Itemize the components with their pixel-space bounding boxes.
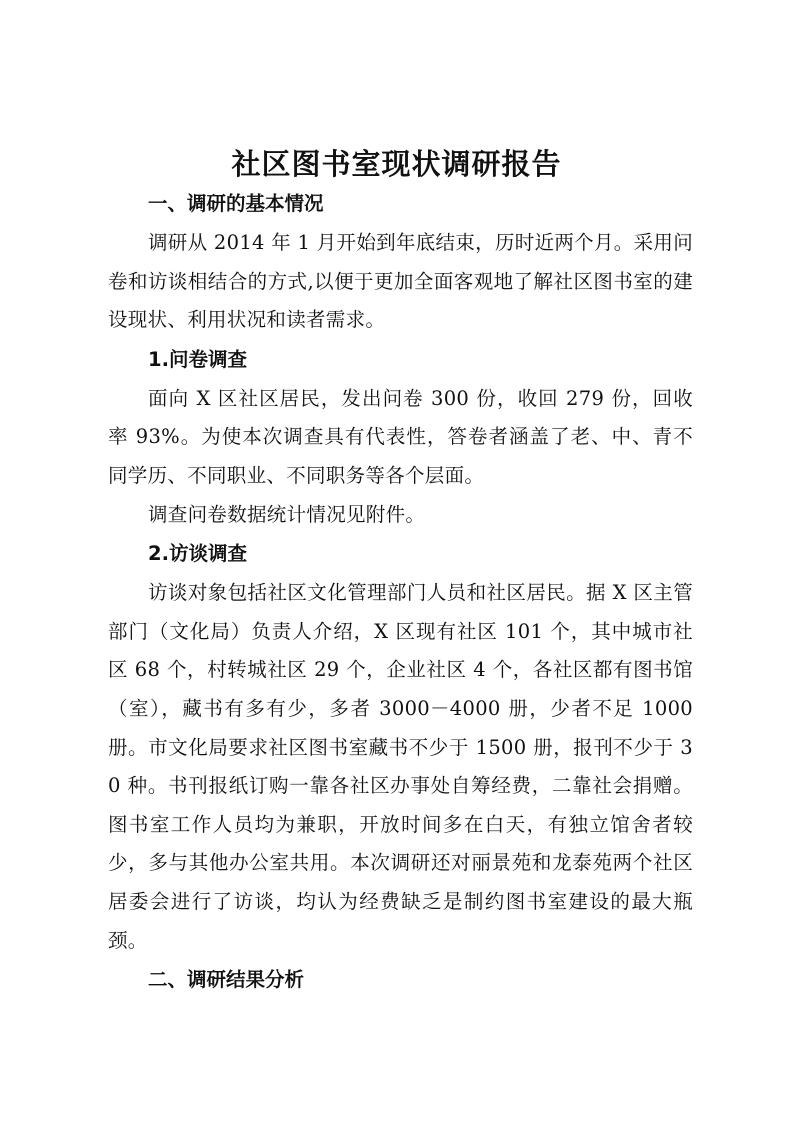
paragraph-interview: 访谈对象包括社区文化管理部门人员和社区居民。据 X 区主管部门（文化局）负责人介绍，X 区现有社区 101 个，其中城市社区 68 个，村转城社区 29 个，企业社区 4 个，各社区都有图书馆（室），藏书有多有少，多者 3000－4000 册，少者不足 1000 册。市文化局要求社区图书室藏书不少于 1500 册，报刊不少于 30 种。书刊报纸订购一靠各社区办事处自筹经费，二靠社会捐赠。图书室工作人员均为兼职，开放时间多在白天，有独立馆舍者较少，多与其他办公室共用。本次调研还对丽景苑和龙泰苑两个社区居委会进行了访谈，均认为经费缺乏是制约图书室建设的最大瓶颈。 bbox=[108, 581, 693, 952]
document-body bbox=[108, 184, 693, 1000]
section-heading-basic-info: 一、调研的基本情况 bbox=[148, 192, 324, 215]
subsection-heading-questionnaire: 1.问卷调查 bbox=[148, 347, 247, 371]
document-title: 社区图书室现状调研报告 bbox=[231, 147, 562, 181]
paragraph-intro: 调研从 2014 年 1 月开始到年底结束，历时近两个月。采用问卷和访谈相结合的方式,以便于更加全面客观地了解社区图书室的建设现状、利用状况和读者需求。 bbox=[108, 231, 693, 332]
paragraph-questionnaire: 面向 X 区社区居民，发出问卷 300 份，收回 279 份，回收率 93%。为使本次调查具有代表性，答卷者涵盖了老、中、青不同学历、不同职业、不同职务等各个层面。 bbox=[108, 386, 693, 487]
subsection-heading-interview: 2.访谈调查 bbox=[148, 542, 247, 566]
paragraph-appendix-note: 调查问卷数据统计情况见附件。 bbox=[148, 502, 426, 526]
section-heading-analysis: 二、调研结果分析 bbox=[148, 968, 305, 992]
